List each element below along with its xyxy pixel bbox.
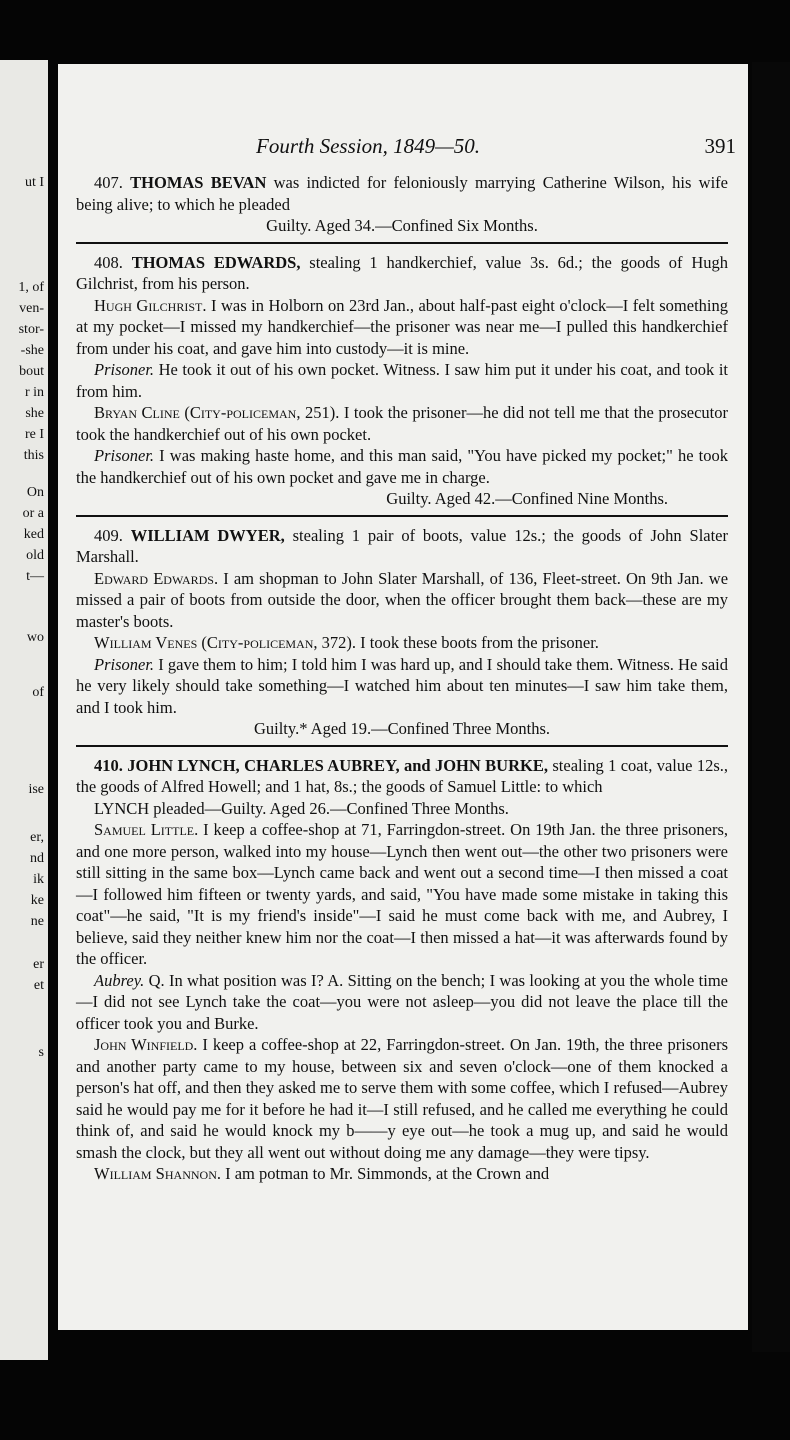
testimony: William Venes (City-policeman, 372). I took these boots from the prisoner. — [94, 633, 599, 652]
margin-fragment: -she — [20, 343, 44, 358]
charge-text: stealing 1 pair of boots, value 12s.; the goods of John Slater Marshall. — [76, 525, 728, 566]
charge-text: stealing 1 coat, value 12s., the goods of Alfred Howell; and 1 hat, 8s.; the goods of Samuel Little: to which — [76, 755, 728, 796]
case-408-heading: 408. THOMAS EDWARDS, stealing 1 handkerchief, value 3s. 6d.; the goods of Hugh Gilchrist, from his person. — [76, 252, 729, 293]
verdict: Guilty. Aged 34.—Confined Six Months. — [266, 216, 538, 235]
defendant-name: WILLIAM DWYER, — [130, 525, 285, 545]
defendant-name: THOMAS BEVAN — [130, 173, 267, 192]
margin-fragment: er, — [30, 830, 44, 845]
margin-fragment: ven- — [19, 301, 44, 316]
margin-fragment: ut I — [24, 175, 44, 190]
testimony: Aubrey. Q. In what position was I? A. Sitting on the bench; I was looking at you the whole time—I did not see Lynch take the coat—you were not asleep—you did not leave the place till the officer took you and Burke. — [76, 970, 728, 1033]
margin-fragment: 1, of — [18, 280, 44, 295]
running-head — [76, 134, 736, 164]
margin-fragment: ik — [33, 872, 44, 887]
margin-fragment: re I — [24, 427, 44, 442]
margin-fragment: wo — [26, 630, 44, 645]
verdict: Guilty. Aged 42.—Confined Nine Months. — [386, 489, 668, 508]
margin-fragment: or a — [22, 506, 44, 521]
margin-fragment: nd — [30, 851, 44, 866]
margin-fragment: of — [32, 685, 44, 700]
margin-fragment: s — [38, 1045, 44, 1060]
charge-text: stealing 1 handkerchief, value 3s. 6d.; the goods of Hugh Gilchrist, from his person. — [76, 252, 729, 293]
defendant-name: THOMAS EDWARDS, — [131, 252, 301, 272]
testimony: Prisoner. He took it out of his own pocket. Witness. I saw him put it under his coat, and took it from him. — [76, 360, 728, 401]
book-page — [58, 64, 748, 1330]
testimony: John Winfield. I keep a coffee-shop at 22, Farringdon-street. On Jan. 19th, the three prisoners and another party came to my house, between six and seven o'clock—one of them knocked a person's hat off, and then they asked me to serve them with some coffee, which I refused—Aubrey said he would pay me for it before he had it—I still refused, and he called me everything he could think of, and said he would knock my b——y eye out—he took a mug up, and said he would smash the clock, but they all went out without doing me any damage—they were tipsy. — [76, 1035, 729, 1162]
testimony: William Shannon. I am potman to Mr. Simmonds, at the Crown and — [94, 1164, 550, 1183]
margin-fragment: t— — [26, 569, 44, 584]
margin-fragment: stor- — [18, 322, 44, 337]
section-divider — [76, 515, 728, 517]
facing-page-margin — [0, 60, 48, 1360]
testimony: Edward Edwards. I am shopman to John Slater Marshall, of 136, Fleet-street. On 9th Jan. we missed a pair of boots from outside the door, when the officer brought them back—these are my master's boots. — [76, 568, 729, 631]
testimony: Hugh Gilchrist. I was in Holborn on 23rd Jan., about half-past eight o'clock—I felt something at my pocket—I missed my handkerchief—the prisoner was near me—I pulled this handkerchief from under his coat, and gave him into custody—it is mine. — [76, 295, 728, 358]
section-divider — [76, 745, 728, 747]
margin-fragment: ked — [23, 527, 44, 542]
margin-fragment: On — [26, 485, 44, 500]
scan-edge — [752, 62, 790, 1352]
margin-fragment: r in — [24, 385, 44, 400]
margin-fragment: old — [26, 548, 44, 563]
margin-fragment: er — [33, 957, 44, 972]
case-410-heading: 410. JOHN LYNCH, CHARLES AUBREY, and JOHN BURKE, stealing 1 coat, value 12s., the goods of Alfred Howell; and 1 hat, 8s.; the goods of Samuel Little: to which — [76, 755, 728, 796]
section-divider — [76, 242, 728, 244]
margin-fragment: this — [23, 448, 44, 463]
testimony: Bryan Cline (City-policeman, 251). I took the prisoner—he did not tell me that the prosecutor took the handkerchief out of his own pocket. — [76, 403, 729, 444]
margin-fragment: et — [33, 978, 44, 993]
margin-fragment: ise — [28, 782, 44, 797]
plea: LYNCH pleaded—Guilty. Aged 26.—Confined Three Months. — [94, 798, 509, 818]
case-409-heading: 409. WILLIAM DWYER, stealing 1 pair of boots, value 12s.; the goods of John Slater Marshall. — [76, 525, 728, 566]
margin-fragment: ke — [30, 893, 44, 908]
testimony: Prisoner. I gave them to him; I told him I was hard up, and I should take them. Witness. He said he very likely should take something—I watched him about ten minutes—I saw him take them, and I took him. — [76, 654, 729, 717]
verdict: Guilty.* Aged 19.—Confined Three Months. — [253, 719, 551, 738]
margin-fragment: ne — [30, 914, 44, 929]
margin-fragment: bout — [19, 364, 44, 379]
defendant-name: JOHN LYNCH, CHARLES AUBREY, and JOHN BURKE, — [127, 755, 548, 775]
testimony: Samuel Little. I keep a coffee-shop at 71, Farringdon-street. On 19th Jan. the three prisoners, and one more person, walked into my house—Lynch then went out—the other two prisoners were still sitting in the same box—Lynch came back and went out a second time—I then missed a coat—I followed him fifteen or twenty yards, and said, "You have made some mistake in taking this coat"—he said, "It is my friend's inside"—I said he must come back with me, and Aubrey, I believe, said they neither knew him nor the coat—I then missed a hat—it was afterwards found by the officer. — [76, 820, 729, 968]
testimony: Prisoner. I was making haste home, and this man said, "You have picked my pocket;" he took the handkerchief out of his own pocket and gave me in charge. — [76, 446, 729, 487]
charge-text: was indicted for feloniously marrying Catherine Wilson, his wife being alive; to which he pleaded — [76, 173, 729, 214]
case-407-heading: 407. THOMAS BEVAN was indicted for feloniously marrying Catherine Wilson, his wife being alive; to which he pleaded — [76, 173, 729, 214]
page-number: 391 — [704, 134, 736, 158]
margin-fragment: she — [25, 406, 44, 421]
page-body — [76, 172, 728, 1185]
running-title: Fourth Session, 1849—50. — [256, 134, 481, 158]
